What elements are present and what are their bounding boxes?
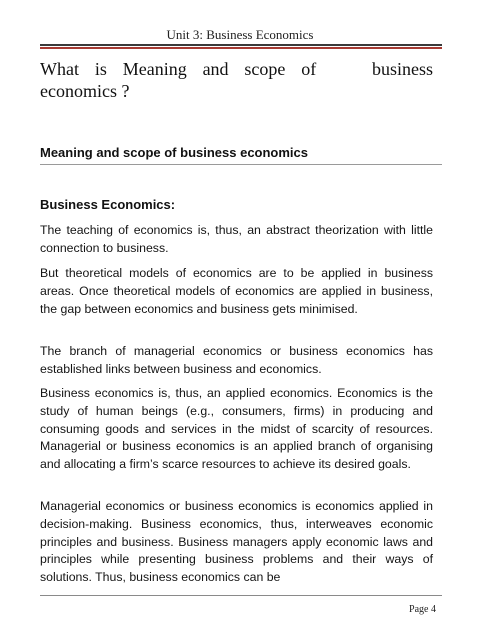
body-paragraph: The teaching of economics is, thus, an abstract theorization with little connection to business.	[40, 223, 433, 255]
body-paragraph: Business economics is, thus, an applied economics. Economics is the study of human beings (e.g., consumers, firms) in producing and consuming goods and services in the midst of scarcity of resources. Managerial or business economics is an applied branch of organising and allocating a firm’s scarce resources to achieve its desired goals.	[40, 386, 433, 472]
body-paragraph: But theoretical models of economics are to be applied in business areas. Once theoretical models of economics are applied in business, the gap between economics and business gets minimised.	[40, 266, 433, 316]
subsection-heading: Business Economics:	[40, 197, 176, 212]
body-paragraph: Managerial economics or business economics is economics applied in decision-making. Business economics, thus, interweaves economic principles and business. Business managers apply economic laws and principles while presenting business problems and their ways of solutions. Thus, business economics can be	[40, 499, 433, 585]
title-word: What	[40, 59, 79, 79]
title-word: Meaning	[122, 59, 187, 79]
header-rule-red	[40, 47, 442, 49]
chapter-title	[40, 58, 433, 102]
title-word: and	[202, 59, 229, 79]
page-number: Page 4	[409, 604, 436, 615]
section-heading: Meaning and scope of business economics	[40, 145, 309, 160]
body-paragraph: The branch of managerial economics or business economics has established links between business and economics.	[40, 344, 433, 376]
chapter-title-line-1	[40, 58, 433, 80]
chapter-title-line-2: economics ?	[40, 81, 130, 101]
footer-rule	[40, 595, 442, 596]
section-rule	[40, 164, 442, 165]
title-gap	[332, 58, 356, 80]
running-header: Unit 3: Business Economics	[166, 27, 314, 42]
title-word: is	[94, 59, 107, 79]
title-word: scope	[244, 59, 286, 79]
header-rule-dark	[40, 44, 442, 46]
title-word: of	[301, 59, 317, 79]
title-word: business	[371, 59, 433, 79]
